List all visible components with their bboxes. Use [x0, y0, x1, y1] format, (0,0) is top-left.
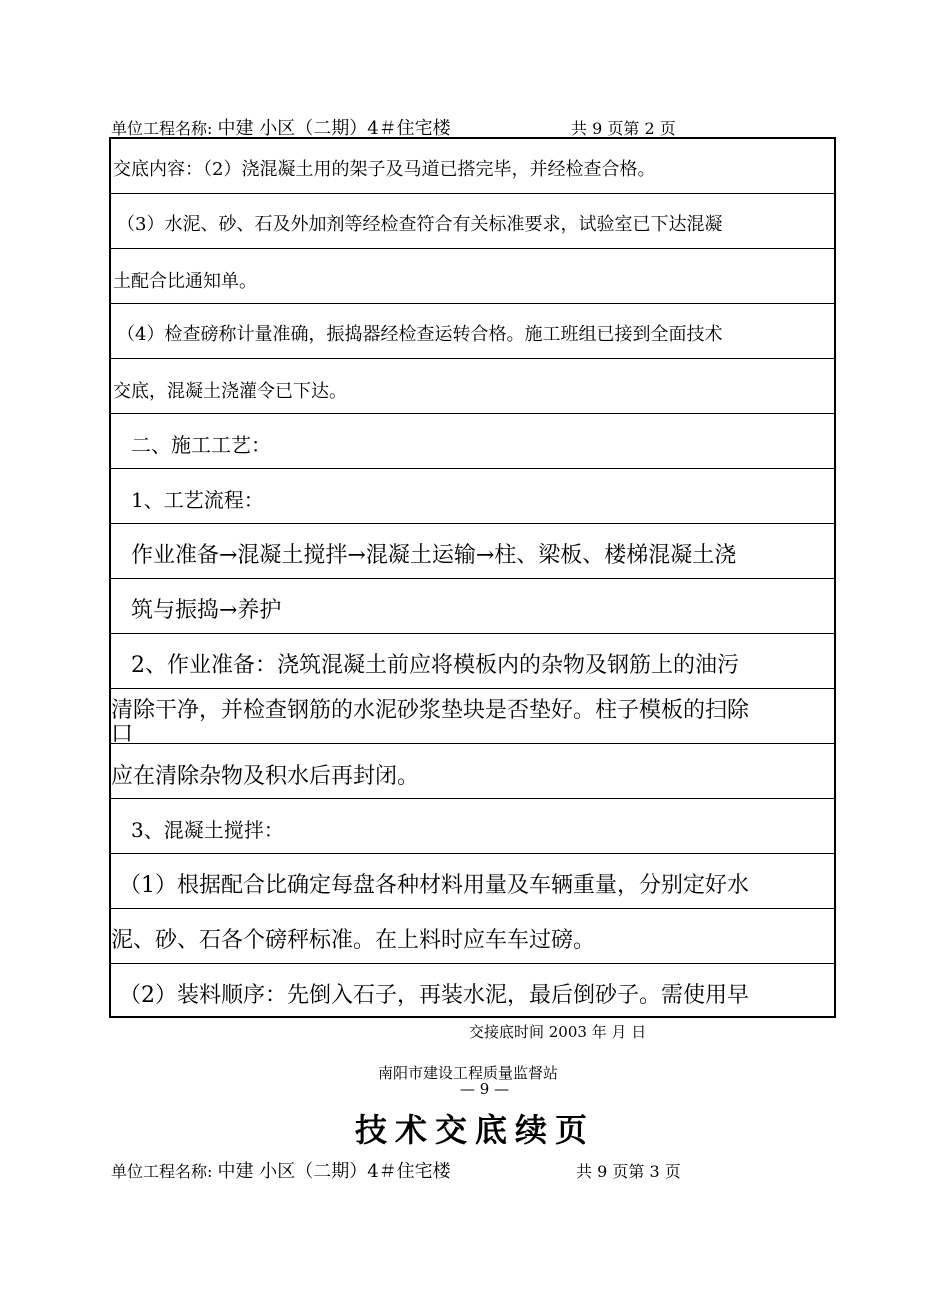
subsection-heading: 1、工艺流程：: [131, 488, 264, 512]
content-table: [109, 137, 836, 1018]
table-row: [111, 689, 834, 744]
row-text: 交底内容：（2）浇混凝土用的架子及马道已搭完毕，并经检查合格。: [113, 159, 656, 180]
page-number: — 9 —: [460, 1080, 510, 1098]
row-text: 泥、砂、石各个磅秤标准。在上料时应车车过磅。: [111, 928, 596, 953]
continuation-title: 技术交底续页: [354, 1111, 595, 1149]
row-text: （2）装料顺序：先倒入石子，再装水泥，最后倒砂子。需使用早: [119, 983, 749, 1008]
table-row: [111, 634, 834, 689]
row-text: 交底，混凝土浇灌令已下达。: [113, 381, 347, 402]
row-text-wrap: 口: [111, 722, 134, 744]
row-text: （1）根据配合比确定每盘各种材料用量及车辆重量，分别定好水: [119, 873, 749, 898]
unit-name-label: 单位工程名称:: [111, 1162, 213, 1181]
table-row: [111, 579, 834, 634]
table-row: [111, 359, 834, 414]
section-heading: 二、施工工艺：: [131, 433, 271, 457]
unit-name-label: 单位工程名称:: [111, 119, 213, 138]
header-bottom: [111, 1157, 451, 1183]
table-row: [111, 139, 834, 194]
table-row: [111, 909, 834, 964]
table-row: [111, 524, 834, 579]
project-name: 中建 小区（二期）4＃住宅楼: [217, 118, 451, 139]
table-row: [111, 744, 834, 799]
table-row: [111, 469, 834, 524]
row-text: （3）水泥、砂、石及外加剂等经检查符合有关标准要求，试验室已下达混凝: [117, 214, 723, 235]
row-text: 应在清除杂物及积水后再封闭。: [111, 764, 420, 789]
row-text: 清除干净，并检查钢筋的水泥砂浆垫块是否垫好。柱子模板的扫除: [111, 698, 750, 723]
row-text: （4）检查磅称计量准确，振捣器经检查运转合格。施工班组已接到全面技术: [117, 324, 723, 345]
subsection-heading: 3、混凝土搅拌：: [131, 818, 284, 842]
page-count-bottom: 共 9 页第 3 页: [576, 1162, 681, 1181]
row-text: 筑与振捣→养护: [131, 598, 282, 623]
table-row: [111, 799, 834, 854]
project-name: 中建 小区（二期）4＃住宅楼: [217, 1161, 451, 1182]
handover-time: 交接底时间 2003 年 月 日: [469, 1023, 647, 1041]
page-count-top: 共 9 页第 2 页: [571, 119, 676, 138]
row-text: 作业准备→混凝土搅拌→混凝土运输→柱、梁板、楼梯混凝土浇: [131, 543, 737, 568]
table-row: [111, 414, 834, 469]
table-row: [111, 854, 834, 909]
table-row: [111, 964, 834, 1019]
table-row: [111, 304, 834, 359]
table-row: [111, 249, 834, 304]
row-text: 2、作业准备：浇筑混凝土前应将模板内的杂物及钢筋上的油污: [131, 653, 739, 678]
table-row: [111, 194, 834, 249]
row-text: 土配合比通知单。: [113, 271, 257, 292]
station-name: 南阳市建设工程质量监督站: [378, 1064, 559, 1082]
